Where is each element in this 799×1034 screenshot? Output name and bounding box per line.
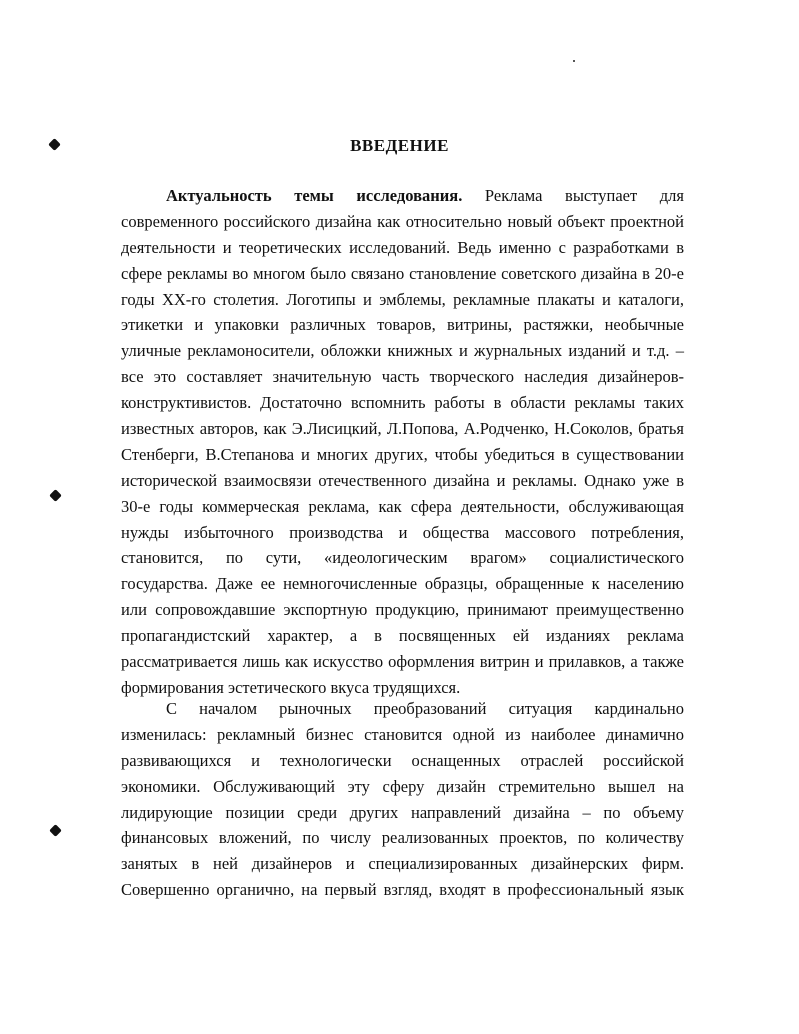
paragraph-line: рассматривается лишь как искусство оформления витрин и прилавков, а также (121, 652, 684, 672)
paragraph-line: современного российского дизайна как относительно новый объект проектной (121, 211, 684, 231)
paragraph-line: Совершенно органично, на первый взгляд, входят в профессиональный язык (121, 880, 684, 900)
paragraph-line: развивающихся и технологически оснащенных отраслей российской (121, 750, 684, 770)
scan-speck (573, 60, 575, 62)
paragraph-line: этикетки и упаковки различных товаров, витрины, растяжки, необычные (121, 315, 684, 335)
paragraph-line: Стенберги, В.Степанова и многих других, чтобы убедиться в существовании (121, 444, 684, 464)
paragraph-lead: Актуальность темы исследования. (166, 186, 463, 205)
paragraph-line: нужды избыточного производства и общества массового потребления, (121, 522, 684, 542)
paragraph-line: деятельности и теоретических исследований. Ведь именно с разработками в (121, 237, 684, 257)
paragraph-line: 30-е годы коммерческая реклама, как сфера деятельности, обслуживающая (121, 496, 684, 516)
binding-hole-mark-middle (49, 489, 62, 502)
paragraph-line: становится, по сути, «идеологическим врагом» социалистического (121, 548, 684, 568)
page-title: ВВЕДЕНИЕ (350, 136, 449, 155)
paragraph-line: изменилась: рекламный бизнес становится одной из наиболее динамично (121, 724, 684, 744)
paragraph-line: экономики. Обслуживающий эту сферу дизайн стремительно вышел на (121, 776, 684, 796)
paragraph-line: государства. Даже ее немногочисленные образцы, обращенные к населению (121, 574, 684, 594)
paragraph-line: конструктивистов. Достаточно вспомнить работы в области рекламы таких (121, 393, 684, 413)
paragraph-line: годы XX-го столетия. Логотипы и эмблемы, рекламные плакаты и каталоги, (121, 289, 684, 309)
paragraph-line: исторической взаимосвязи отечественного дизайна и рекламы. Однако уже в (121, 470, 684, 490)
paragraph-line: пропагандистский характер, а в посвященных ей изданиях реклама (121, 626, 684, 646)
binding-hole-mark-bottom (49, 824, 62, 837)
paragraph-line: уличные рекламоносители, обложки книжных и журнальных изданий и т.д. – (121, 341, 684, 361)
paragraph-line: С началом рыночных преобразований ситуация кардинально (166, 699, 684, 718)
paragraph-1 (121, 183, 684, 701)
paragraph-line: лидирующие позиции среди других направлений дизайна – по объему (121, 802, 684, 822)
paragraph-line: формирования эстетического вкуса трудящихся. (121, 677, 461, 697)
paragraph-line: или сопровождавшие экспортную продукцию, принимают преимущественно (121, 600, 684, 620)
paragraph-line: сфере рекламы во многом было связано становление советского дизайна в 20-е (121, 263, 684, 283)
paragraph-2 (121, 696, 684, 903)
paragraph-line: занятых в ней дизайнеров и специализированных дизайнерских фирм. (121, 854, 684, 874)
paragraph-line: известных авторов, как Э.Лисицкий, Л.Попова, А.Родченко, Н.Соколов, братья (121, 419, 684, 439)
paragraph-line: все это составляет значительную часть творческого наследия дизайнеров- (121, 367, 684, 387)
paragraph-line: Актуальность темы исследования. Реклама выступает для (166, 186, 685, 205)
paragraph-line: финансовых вложений, по числу реализованных проектов, по количеству (121, 828, 684, 848)
